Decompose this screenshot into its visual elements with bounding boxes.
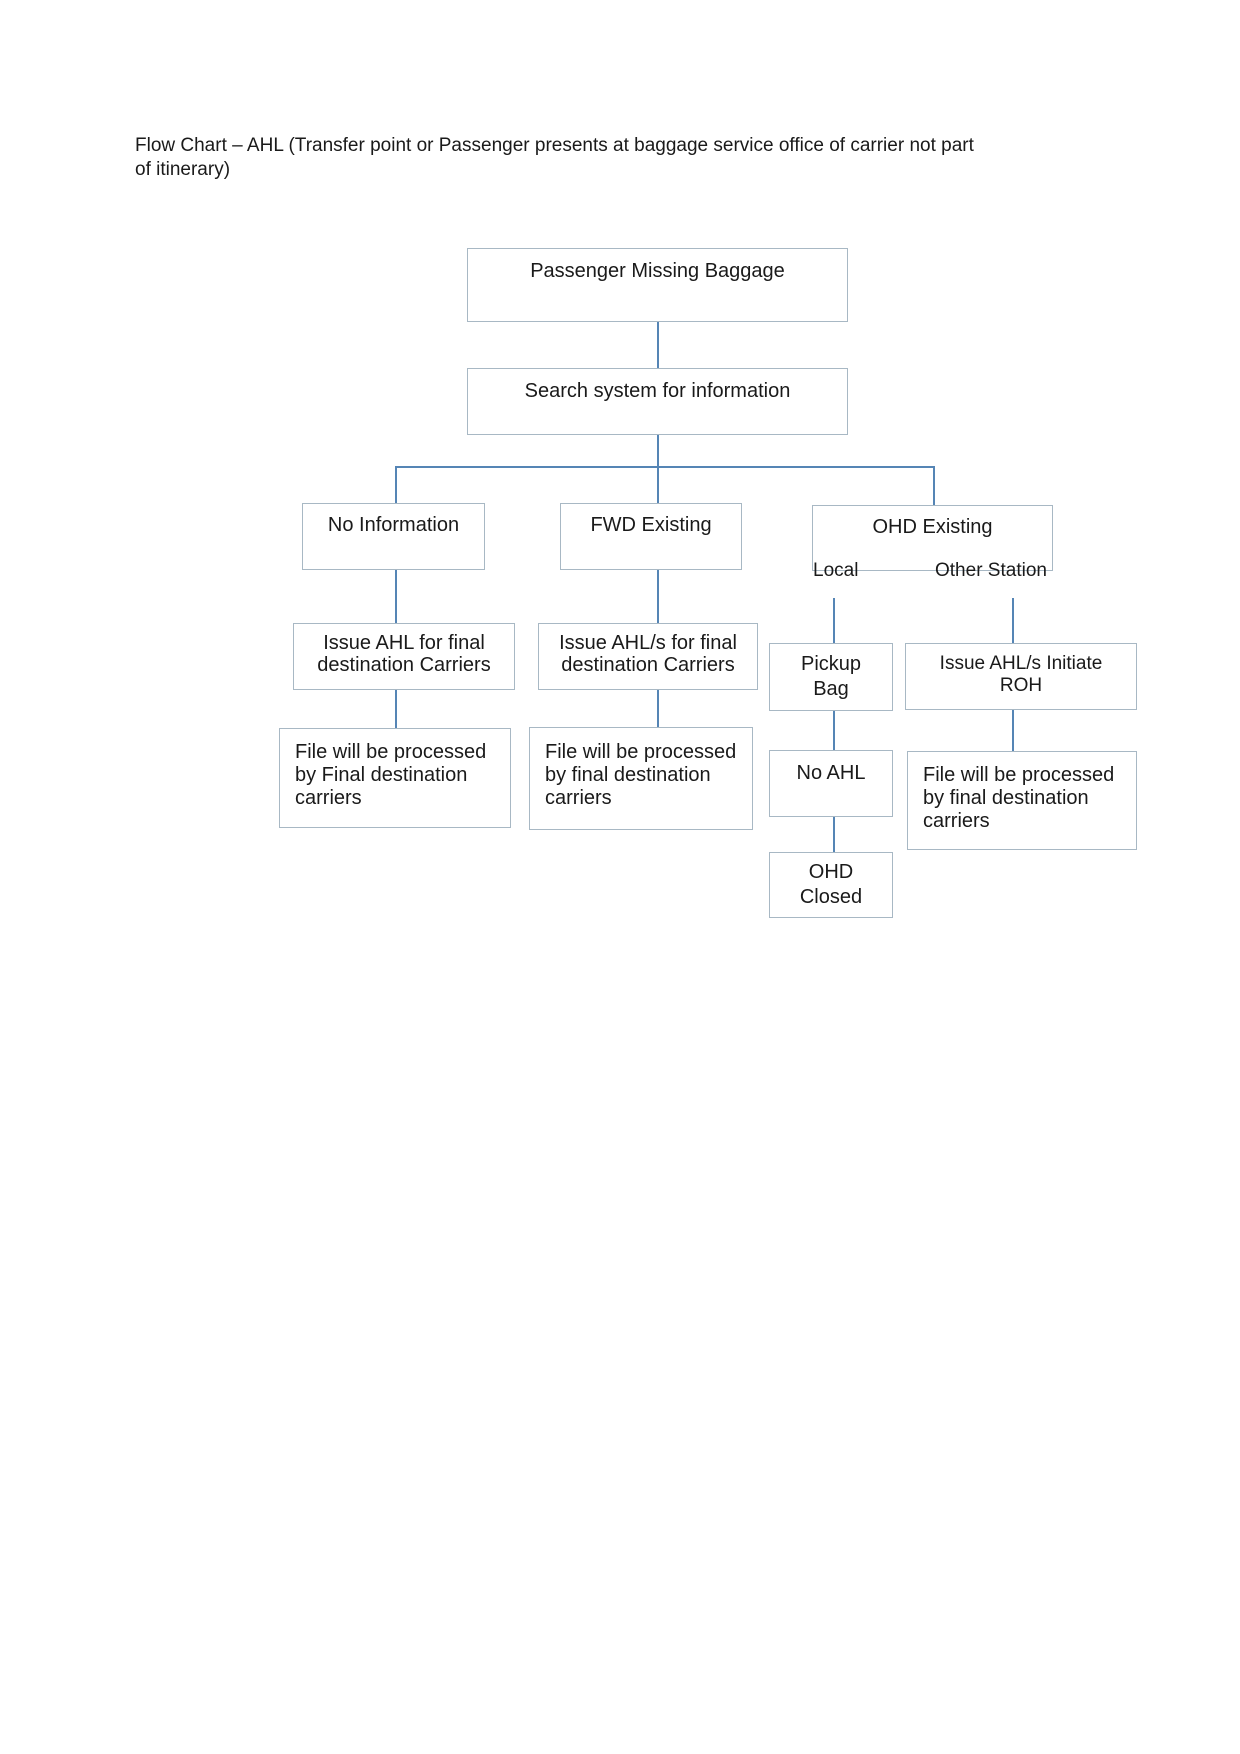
node-label-line: destination Carriers — [561, 654, 735, 676]
node-label: Search system for information — [524, 380, 791, 402]
node-label-line: Issue AHL for final — [323, 632, 485, 654]
page-title-line-1: Flow Chart – AHL (Transfer point or Passenger presents at baggage service office of carrier not part — [135, 135, 974, 156]
branch-label-other-station — [935, 561, 1047, 581]
node-label-line: ROH — [999, 675, 1043, 696]
node-label-line: carriers — [923, 810, 990, 832]
connector-roh-to-file-right — [1012, 710, 1014, 751]
node-issue-ahls-initiate-roh — [905, 643, 1137, 710]
connector-passenger-to-search — [657, 322, 659, 368]
node-no-information — [302, 503, 485, 570]
node-label: OHD Existing — [872, 516, 993, 538]
page-title-line-2: of itinerary) — [135, 159, 231, 180]
branch-label-local — [813, 561, 858, 581]
node-search-system — [467, 368, 848, 435]
branch-label-text: Other Station — [935, 560, 1047, 581]
node-label-line: by Final destination — [295, 764, 468, 786]
connector-no-information-to-issue-ahl — [395, 570, 397, 623]
node-label: FWD Existing — [590, 514, 712, 536]
node-pickup-bag — [769, 643, 893, 711]
connector-issue-ahls-to-file-mid — [657, 690, 659, 727]
node-label-line: File will be processed — [923, 764, 1115, 786]
connector-search-to-branch — [657, 435, 659, 466]
node-label-line: carriers — [295, 787, 362, 809]
node-fwd-existing — [560, 503, 742, 570]
branch-label-text: Local — [813, 560, 859, 581]
node-label-line: OHD — [808, 861, 854, 883]
node-file-processed-right — [907, 751, 1137, 850]
connector-fwd-to-issue-ahls — [657, 570, 659, 623]
node-label-line: Issue AHL/s Initiate — [939, 653, 1103, 674]
node-label: No AHL — [796, 762, 866, 784]
page-title — [135, 134, 1155, 182]
node-label-line: by final destination — [923, 787, 1089, 809]
node-passenger-missing-baggage — [467, 248, 848, 322]
node-issue-ahl-final-destination — [293, 623, 515, 690]
node-label-line: Pickup — [800, 653, 862, 675]
node-no-ahl — [769, 750, 893, 817]
connector-branch-horizontal — [395, 466, 935, 468]
connector-branch-to-ohd-existing — [933, 466, 935, 505]
connector-pickup-to-no-ahl — [833, 711, 835, 750]
connector-issue-ahl-to-file-left — [395, 690, 397, 728]
node-label-line: File will be processed — [295, 741, 487, 763]
connector-branch-to-fwd-existing — [657, 466, 659, 503]
node-label-line: carriers — [545, 787, 612, 809]
node-label-line: Issue AHL/s for final — [559, 632, 737, 654]
node-ohd-closed — [769, 852, 893, 918]
node-file-processed-mid — [529, 727, 753, 830]
node-label-line: destination Carriers — [317, 654, 491, 676]
node-label: Passenger Missing Baggage — [530, 260, 785, 282]
node-label-line: Bag — [813, 678, 849, 700]
node-issue-ahls-final-destination — [538, 623, 758, 690]
node-label-line: by final destination — [545, 764, 711, 786]
connector-other-station-to-roh — [1012, 598, 1014, 643]
connector-no-ahl-to-ohd-closed — [833, 817, 835, 852]
connector-local-to-pickup-bag — [833, 598, 835, 643]
node-label-line: Closed — [799, 886, 863, 908]
node-label: No Information — [327, 514, 460, 536]
node-label-line: File will be processed — [545, 741, 737, 763]
node-file-processed-left — [279, 728, 511, 828]
connector-branch-to-no-information — [395, 466, 397, 503]
